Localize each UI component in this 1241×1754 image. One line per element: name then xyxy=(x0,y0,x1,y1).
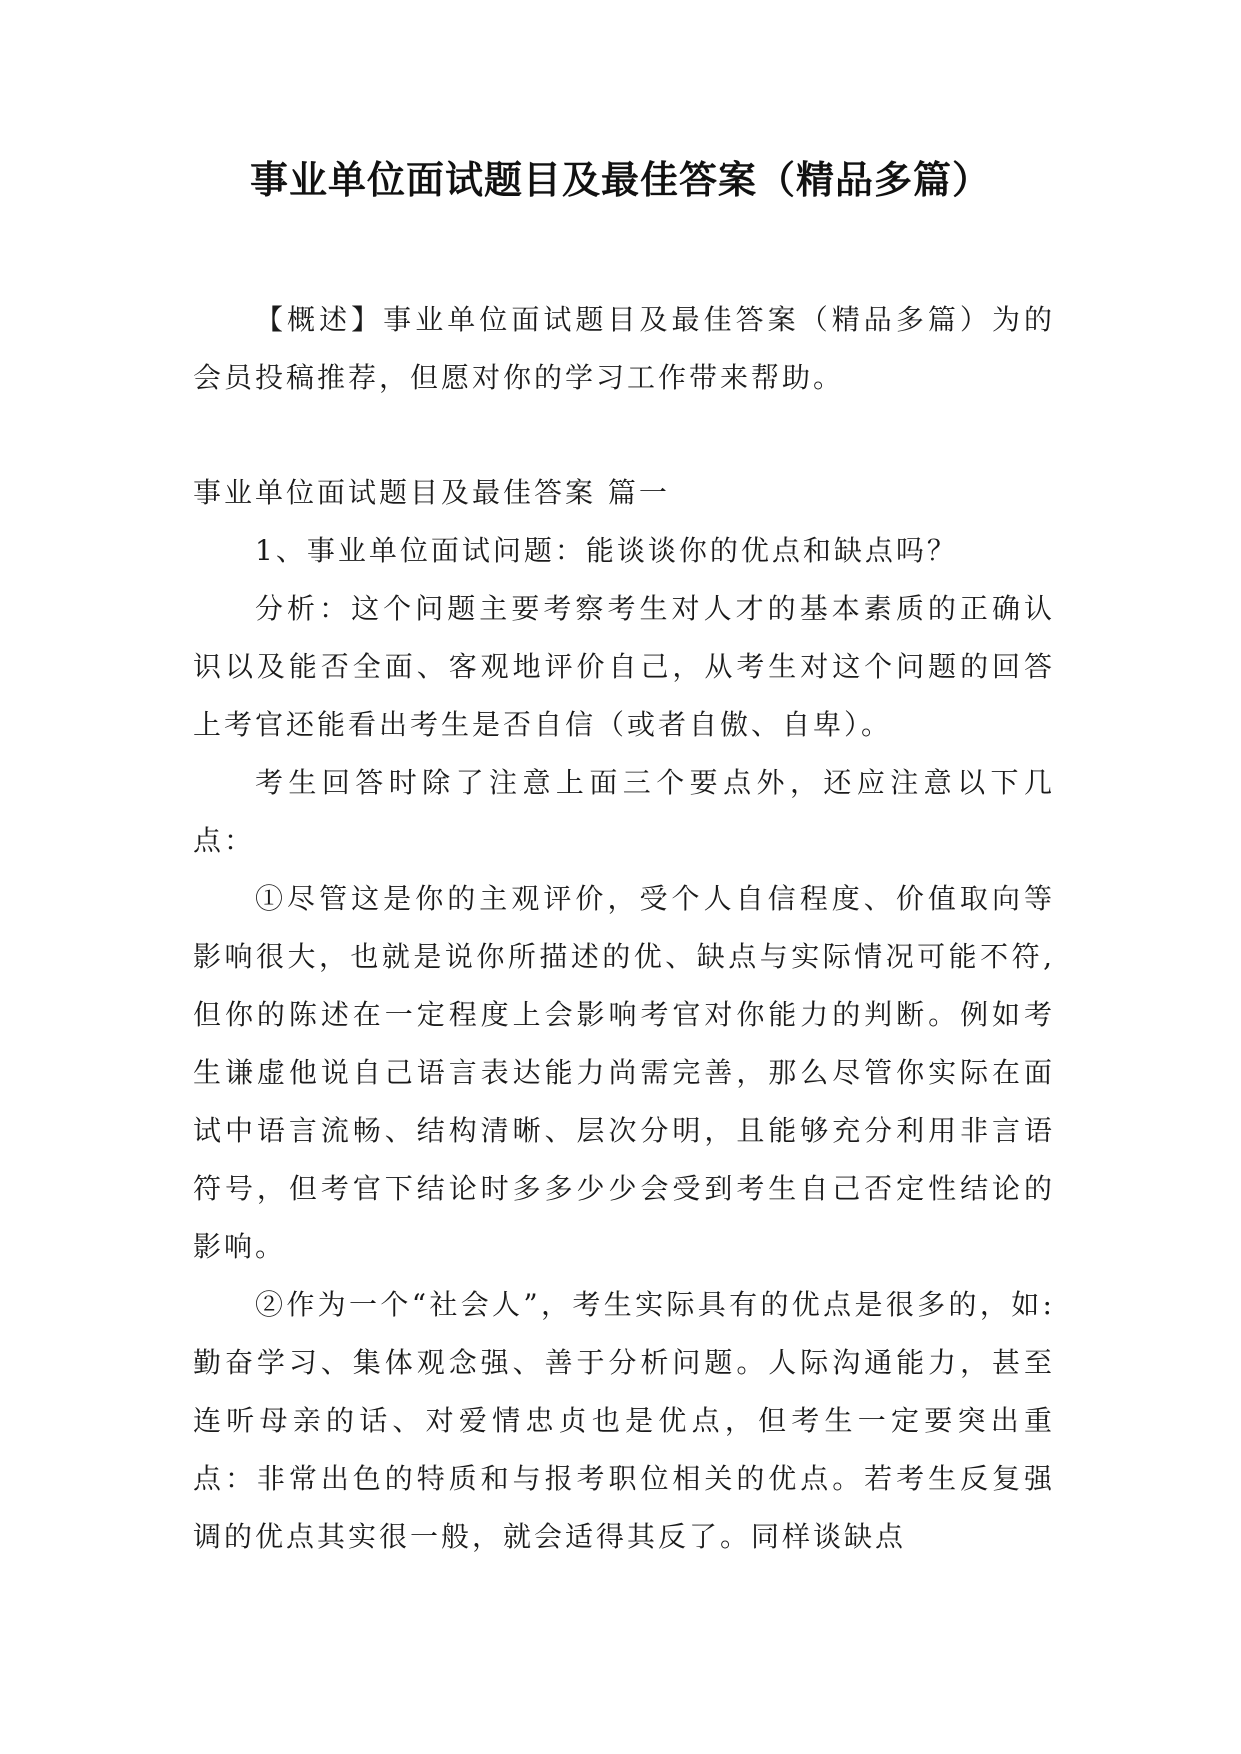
section-heading: 事业单位面试题目及最佳答案 篇一 xyxy=(193,476,670,509)
document-body xyxy=(193,291,1055,1566)
question-paragraph: 1、事业单位面试问题：能谈谈你的优点和缺点吗？ xyxy=(255,534,958,567)
analysis-paragraph: 分析：这个问题主要考察考生对人才的基本素质的正确认识以及能否全面、客观地评价自己，从考生对这个问题的回答上考官还能看出考生是否自信（或者自傲、自卑）。 xyxy=(193,592,1055,741)
point-2-paragraph: ②作为一个“社会人”，考生实际具有的优点是很多的，如:勤奋学习、集体观念强、善于分析问题。人际沟通能力，甚至连听母亲的话、对爱情忠贞也是优点，但考生一定要突出重点：非常出色的特质和与报考职位相关的优点。若考生反复强调的优点其实很一般，就会适得其反了。同样谈缺点 xyxy=(193,1288,1055,1553)
intro-paragraph: 【概述】事业单位面试题目及最佳答案（精品多篇）为的会员投稿推荐，但愿对你的学习工作带来帮助。 xyxy=(193,303,1055,394)
tips-intro-paragraph: 考生回答时除了注意上面三个要点外，还应注意以下几点： xyxy=(193,766,1055,857)
point-1-paragraph: ①尽管这是你的主观评价，受个人自信程度、价值取向等影响很大，也就是说你所描述的优、缺点与实际情况可能不符,但你的陈述在一定程度上会影响考官对你能力的判断。例如考生谦虚他说自己语言表达能力尚需完善，那么尽管你实际在面试中语言流畅、结构清晰、层次分明，且能够充分利用非言语符号，但考官下结论时多多少少会受到考生自己否定性结论的影响。 xyxy=(193,882,1055,1263)
document-title: 事业单位面试题目及最佳答案（精品多篇） xyxy=(249,158,991,202)
